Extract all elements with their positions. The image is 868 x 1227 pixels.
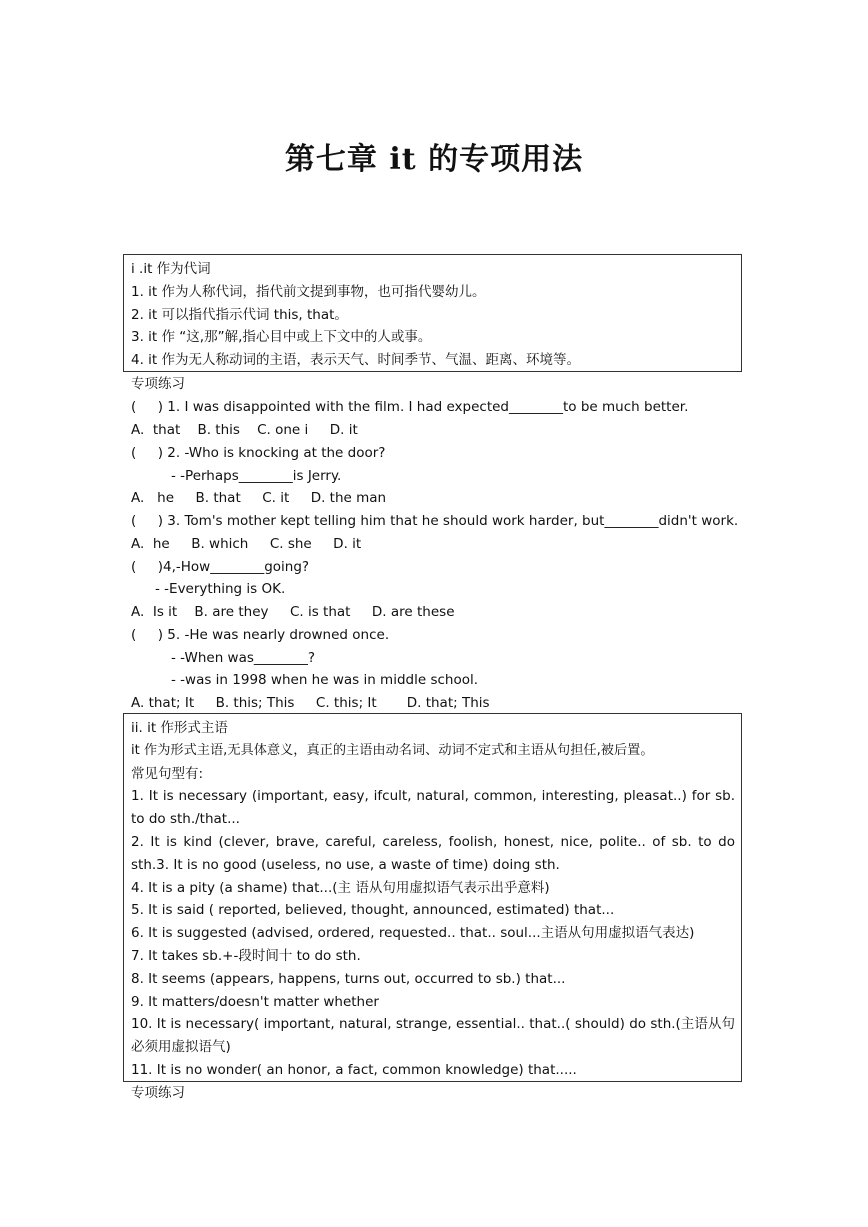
pattern-item: 6. It is suggested (advised, ordered, requested.. that.. soul...主语从句用虚拟语气表达) xyxy=(131,925,695,942)
section-box-pronoun xyxy=(123,254,742,372)
pattern-item: 10. It is necessary( important, natural, strange, essential.. that..( should) do sth.(主语从句必须用虚拟语气) xyxy=(131,1016,735,1056)
rule-item: 3. it 作 “这,那”解,指心目中或上下文中的人或事。 xyxy=(131,329,432,346)
rule-item: 1. it 作为人称代词，指代前文提到事物，也可指代婴幼儿。 xyxy=(131,283,486,300)
answer-options: A. that B. this C. one i D. it xyxy=(131,422,358,438)
answer-options: A. he B. which C. she D. it xyxy=(131,536,362,552)
question-line: ( ) 5. -He was nearly drowned once. xyxy=(131,627,390,643)
pattern-item: 9. It matters/doesn't matter whether xyxy=(131,993,379,1010)
section-intro: it 作为形式主语,无具体意义，真正的主语由动名词、动词不定式和主语从句担任,被后置。 xyxy=(131,742,654,758)
pattern-item: 7. It takes sb.+-段时间十 to do sth. xyxy=(131,947,361,964)
question-line: ( ) 3. Tom's mother kept telling him that he should work harder, but________didn't work. xyxy=(131,513,739,529)
answer-options: A. Is it B. are they C. is that D. are these xyxy=(131,604,455,620)
pattern-item: 5. It is said ( reported, believed, thought, announced, estimated) that... xyxy=(131,902,615,919)
question-line: ( )4,-How________going? xyxy=(131,559,310,575)
practice-label: 专项练习 xyxy=(131,376,185,392)
answer-options: A. that; It B. this; This C. this; It D. that; This xyxy=(131,695,490,711)
answer-options: A. he B. that C. it D. the man xyxy=(131,490,387,506)
practice-label: 专项练习 xyxy=(131,1085,185,1101)
section-box-formal-subject xyxy=(123,713,742,1082)
dialogue-line: - -was in 1998 when he was in middle school. xyxy=(171,672,479,688)
dialogue-line: - -Perhaps________is Jerry. xyxy=(171,468,342,484)
question-line: ( ) 2. -Who is knocking at the door? xyxy=(131,445,386,461)
dialogue-line: - -Everything is OK. xyxy=(155,581,286,597)
section-heading: ii. it 作形式主语 xyxy=(131,720,228,736)
pattern-item: 1. It is necessary (important, easy, ifcult, natural, common, interesting, pleasat..) for sb. to do sth./that... xyxy=(131,788,735,828)
rule-item: 2. it 可以指代指示代词 this, that。 xyxy=(131,306,348,323)
pattern-item: 8. It seems (appears, happens, turns out, occurred to sb.) that... xyxy=(131,970,566,987)
page-title: 第七章 it 的专项用法 xyxy=(284,142,584,177)
rule-item: 4. it 作为无人称动词的主语，表示天气、时间季节、气温、距离、环境等。 xyxy=(131,352,581,369)
pattern-item: 4. It is a pity (a shame) that...(主 语从句用虚拟语气表示出乎意料) xyxy=(131,879,550,896)
dialogue-line: - -When was________? xyxy=(171,650,316,666)
section-heading: i .it 作为代词 xyxy=(131,261,211,277)
question-line: ( ) 1. I was disappointed with the film. I had expected________to be much better. xyxy=(131,399,689,415)
pattern-item: 11. It is no wonder( an honor, a fact, common knowledge) that..... xyxy=(131,1061,577,1078)
section-subhead: 常见句型有: xyxy=(131,765,204,782)
pattern-item: 2. It is kind (clever, brave, careful, careless, foolish, honest, nice, polite.. of sb. to do sth.3. It is no good (useless, no use, a waste of time) doing sth. xyxy=(131,833,735,873)
